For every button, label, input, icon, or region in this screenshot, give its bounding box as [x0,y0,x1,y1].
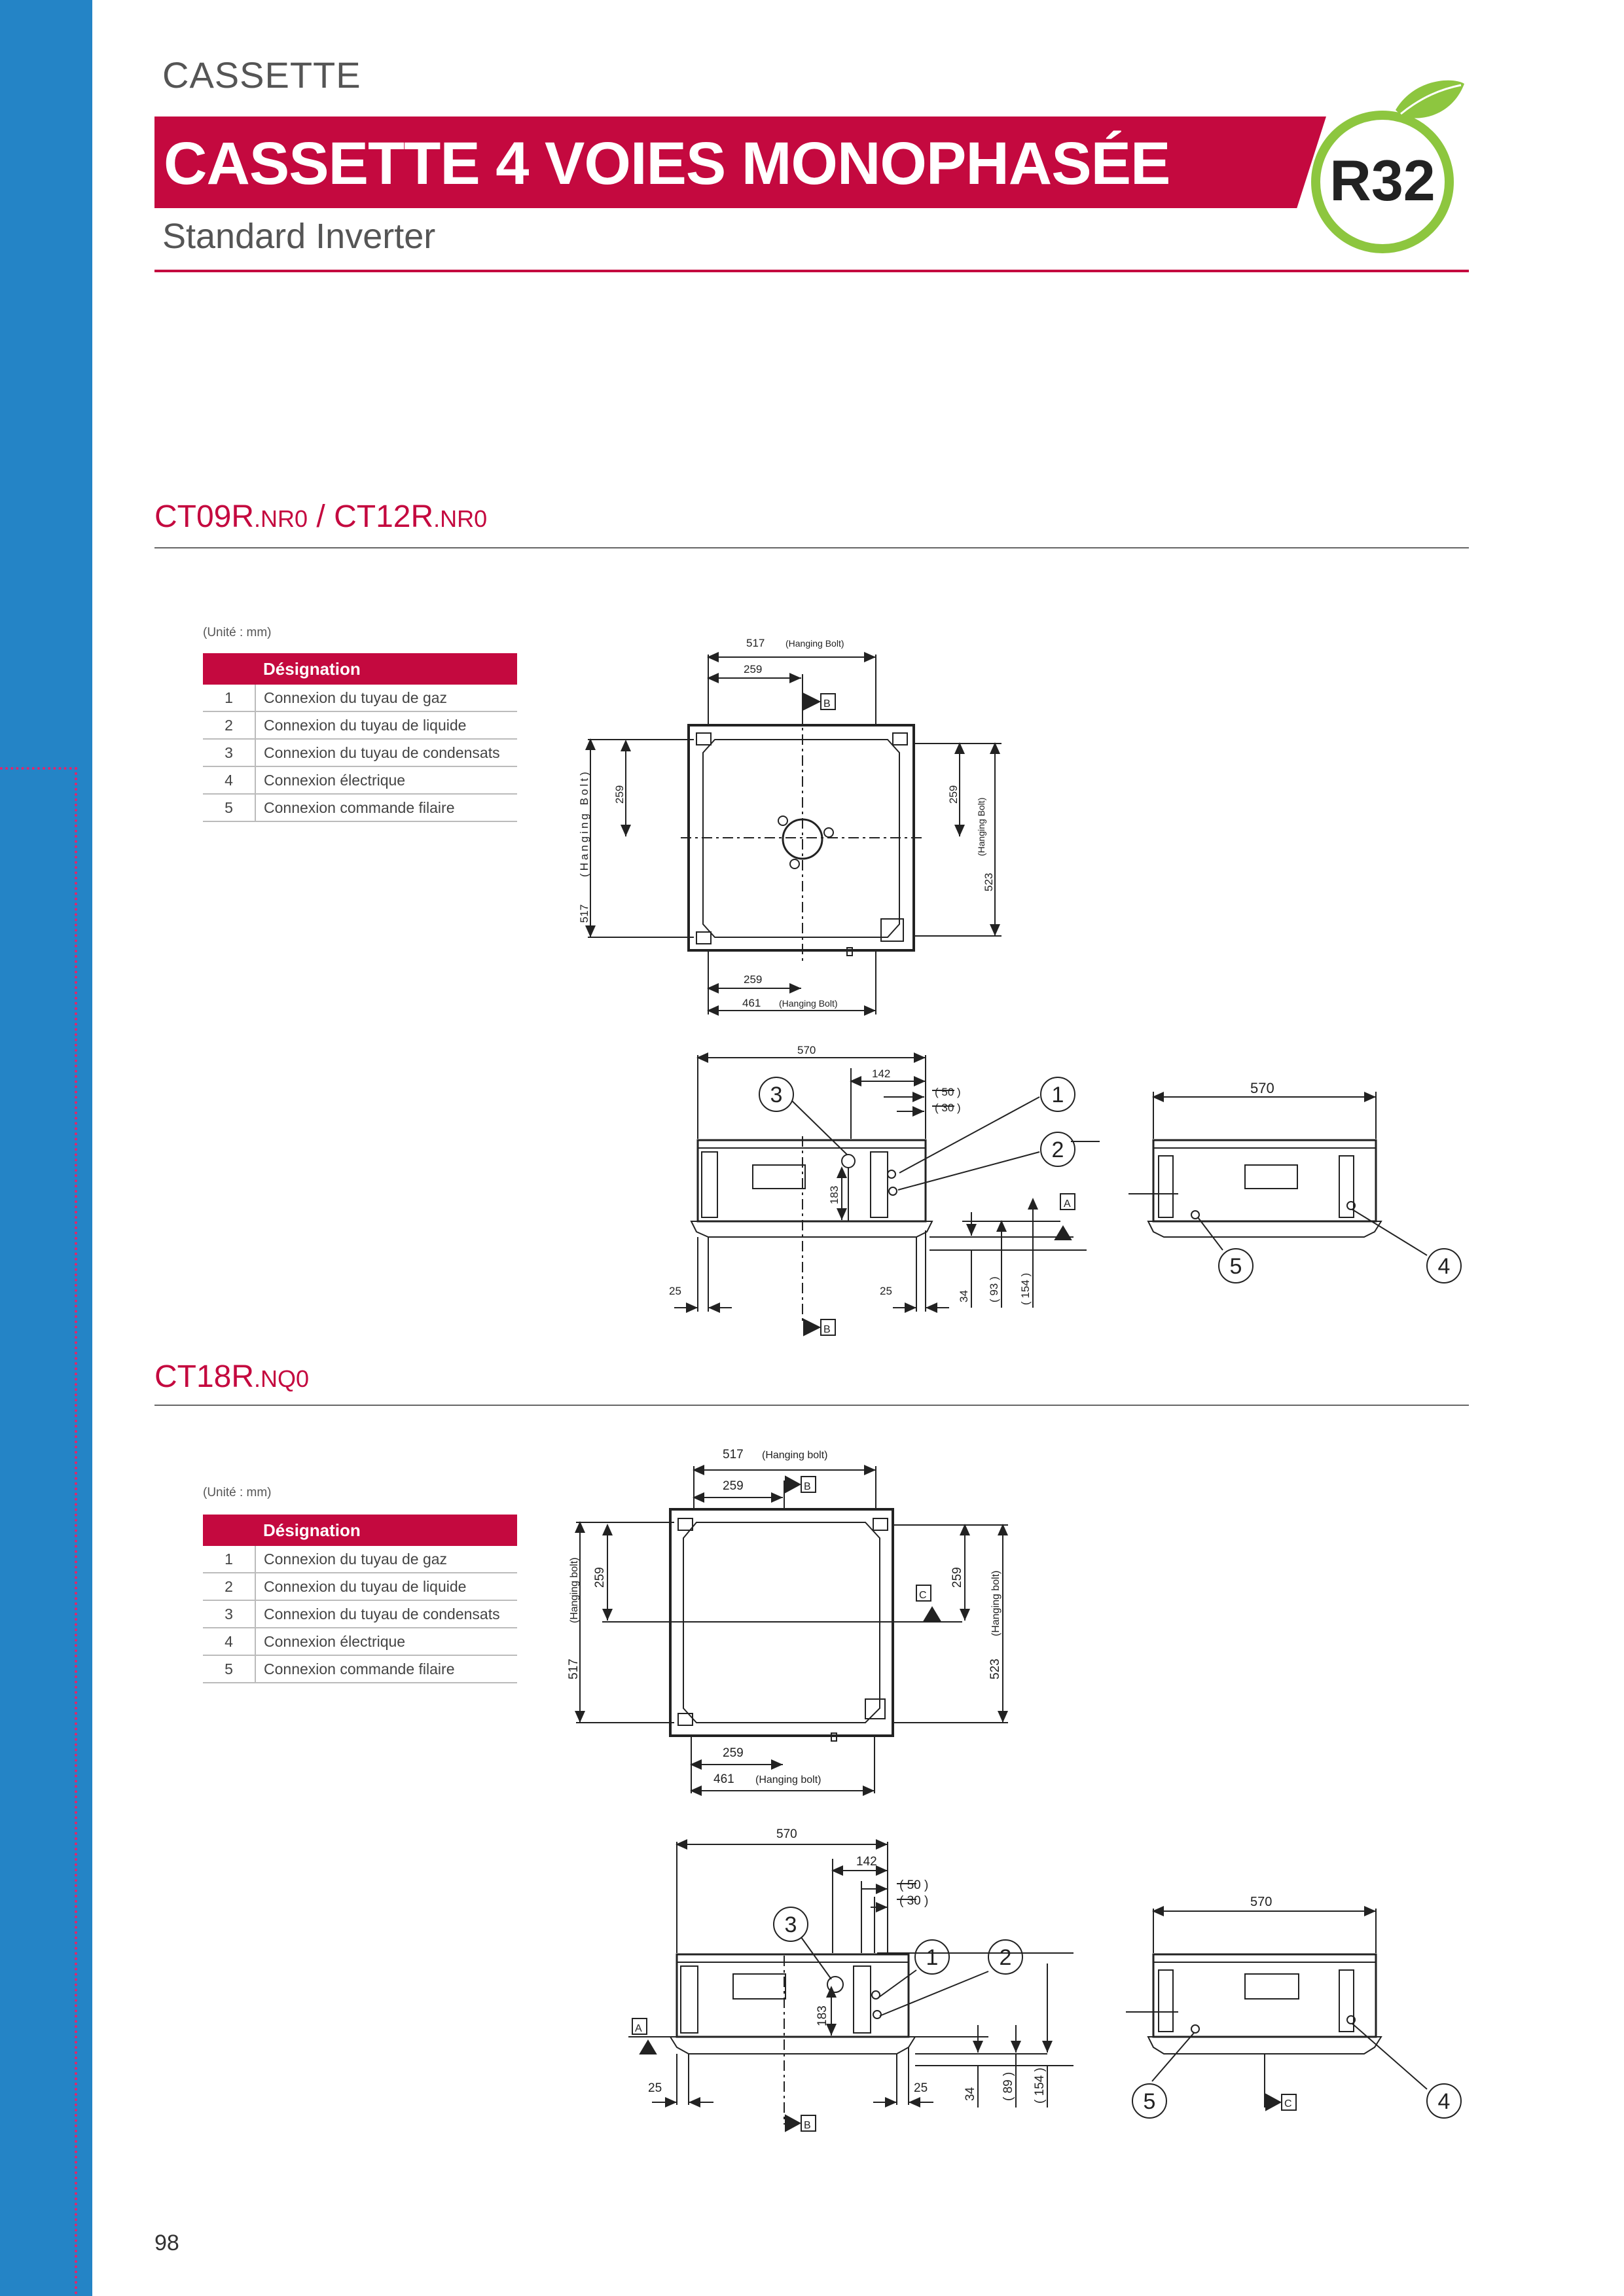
dim-hanging-bolt: (Hanging bolt) [762,1450,828,1461]
dim-142: 142 [856,1855,877,1869]
callout-3: 3 [770,1083,783,1107]
callout-5: 5 [1229,1254,1242,1279]
table-row: 4 Connexion électrique [203,1628,517,1655]
dim-hanging-bolt: (Hanging Bolt) [785,638,844,649]
page-title: CASSETTE 4 VOIES MONOPHASÉE [164,130,1170,197]
table-row: 3 Connexion du tuyau de condensats [203,1600,517,1628]
badge-label: R32 [1329,148,1435,213]
table-row: 3 Connexion du tuyau de condensats [203,739,517,766]
callout-4: 4 [1437,1254,1451,1279]
dim-259: 259 [744,663,763,675]
table-row: 2 Connexion du tuyau de liquide [203,711,517,739]
dim-hanging-bolt-bottom: (Hanging Bolt) [779,998,838,1009]
dim-259-vert: 259 [613,785,626,804]
dim-25-left: 25 [648,2081,662,2095]
dim-93: ( 93 ) [988,1276,1000,1302]
dim-183: 183 [816,2005,829,2026]
section-title-ct09r-ct12r: CT09R.NR0 / CT12R.NR0 [154,499,488,534]
category-label: CASSETTE [162,54,361,96]
table-row: 5 Connexion commande filaire [203,1655,517,1683]
dim-hanging-bolt-vert: (Hanging bolt) [569,1557,580,1623]
dim-25-right: 25 [914,2081,928,2095]
ref-c-side: C [1284,2098,1292,2109]
callout-3: 3 [784,1912,797,1937]
dim-34: 34 [958,1290,970,1302]
dim-523: 523 [983,872,995,891]
table-row: 2 Connexion du tuyau de liquide [203,1573,517,1600]
side-view-1 [1128,1092,1461,1283]
dim-517-vert: 517 [578,904,590,923]
dim-259-bottom: 259 [744,973,763,986]
dim-30: ( 30 ) [899,1894,929,1908]
ref-b-front: B [804,2120,811,2131]
dim-34: 34 [964,2087,977,2101]
dim-259-bottom: 259 [723,1746,744,1760]
ref-b: B [823,698,831,709]
dim-25-left: 25 [669,1285,681,1297]
ref-a: A [1064,1198,1071,1210]
ref-b-front: B [823,1324,831,1335]
ref-b: B [804,1481,811,1492]
dim-hanging-bolt-vert-r: (Hanging Bolt) [976,797,986,856]
dim-570: 570 [797,1044,816,1056]
dim-523: 523 [988,1659,1002,1679]
dim-570-side: 570 [1250,1895,1272,1909]
callout-5: 5 [1143,2089,1156,2114]
ref-c: C [919,1590,927,1601]
callout-1: 1 [926,1945,939,1970]
dim-154: ( 154 ) [1033,2068,1047,2104]
dim-hanging-bolt-bottom: (Hanging bolt) [755,1774,821,1785]
dim-570: 570 [776,1827,797,1841]
dim-259-vert: 259 [593,1567,607,1588]
dim-89: ( 89 ) [1001,2072,1015,2101]
page-number: 98 [154,2231,179,2255]
table-row: 5 Connexion commande filaire [203,794,517,821]
top-view-2 [576,1466,1008,1793]
top-view-1 [588,655,1001,1014]
table-header: Désignation [255,1515,517,1546]
callout-1: 1 [1051,1083,1064,1107]
table-row: 1 Connexion du tuyau de gaz [203,1546,517,1573]
dim-517: 517 [723,1448,744,1462]
dim-461: 461 [713,1772,734,1786]
section-title-ct18r: CT18R.NQ0 [154,1359,310,1394]
dim-30: ( 30 ) [935,1102,961,1114]
dim-25-right: 25 [880,1285,892,1297]
dim-259-vert-r: 259 [947,785,960,804]
callout-2: 2 [1051,1138,1064,1162]
dim-461: 461 [742,997,761,1009]
side-view-2 [1126,1909,1461,2118]
dim-hanging-bolt-vert: (Hanging Bolt) [578,769,590,877]
dim-hanging-bolt-vert-r: (Hanging bolt) [990,1570,1001,1636]
dim-50: ( 50 ) [899,1878,929,1892]
ref-a: A [635,2023,642,2034]
dim-570-side: 570 [1250,1080,1274,1096]
dim-517-vert: 517 [567,1659,581,1679]
dim-50: ( 50 ) [935,1086,961,1098]
table-row: 4 Connexion électrique [203,766,517,794]
unit-label: (Unité : mm) [203,1486,272,1499]
dim-154: ( 154 ) [1019,1272,1032,1305]
dim-259-vert-r: 259 [950,1567,964,1588]
dim-142: 142 [872,1067,891,1080]
table-header: Désignation [255,653,517,685]
unit-label: (Unité : mm) [203,626,272,639]
page-subtitle: Standard Inverter [162,217,436,256]
dim-259: 259 [723,1479,744,1493]
callout-2: 2 [999,1945,1012,1970]
dim-517: 517 [746,637,765,649]
callout-4: 4 [1437,2089,1451,2114]
table-row: 1 Connexion du tuyau de gaz [203,685,517,711]
dim-183: 183 [828,1185,840,1204]
